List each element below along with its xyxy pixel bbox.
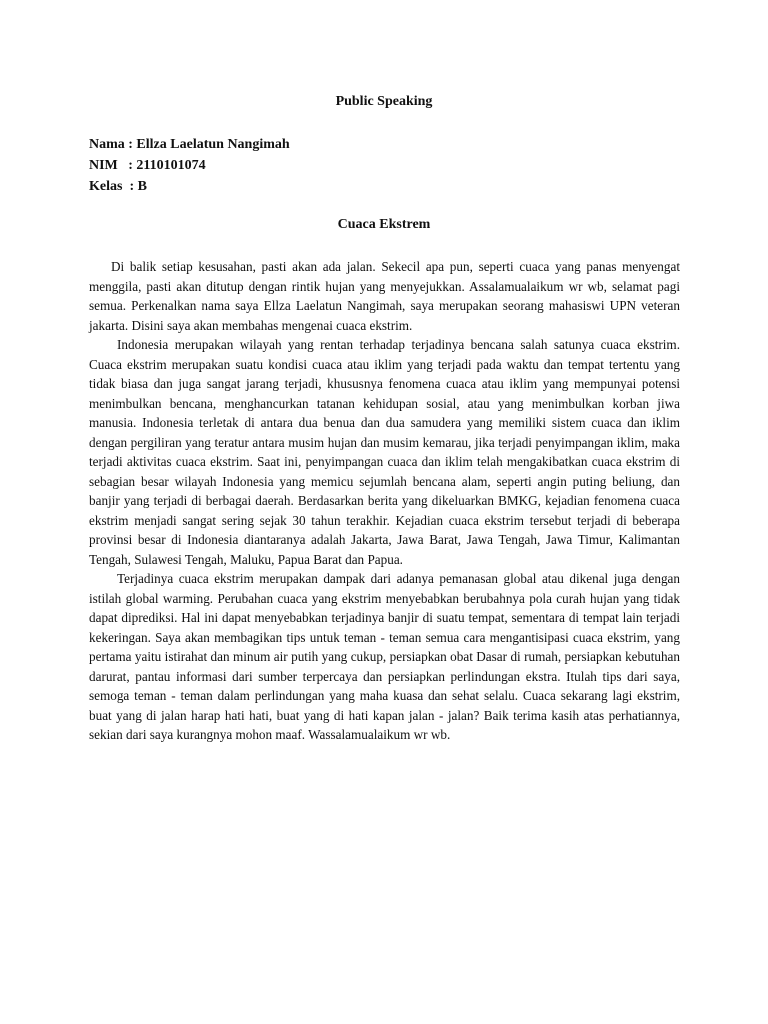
section-title: Cuaca Ekstrem: [337, 217, 431, 232]
paragraph-opening: Di balik setiap kesusahan, pasti akan ada jalan. Sekecil apa pun, seperti cuaca yang panas menyengat menggila, pasti akan ditutup dengan rintik hujan yang menyejukkan. Assalamualaikum wr wb, selamat pagi semua. Perkenalkan nama saya Ellza Laelatun Nangimah, saya merupakan seorang mahasiswi UPN veteran jakarta. Disini saya akan membahas mengenai cuaca ekstrim.: [89, 259, 680, 333]
identity-block: [89, 134, 290, 197]
document-title: Public Speaking: [335, 94, 433, 109]
class-line: Kelas : B: [89, 179, 147, 194]
document-body: [89, 257, 680, 745]
paragraph-indonesia: Indonesia merupakan wilayah yang rentan terhadap terjadinya bencana salah satunya cuaca ekstrim. Cuaca ekstrim merupakan suatu kondisi cuaca atau iklim yang terjadi pada waktu dan tempat tertentu yang tidak biasa dan juga sangat jarang terjadi, khususnya fenomena cuaca atau iklim yang mempunyai potensi menimbulkan bencana, menghancurkan tatanan kehidupan sosial, atau yang menimbulkan korban jiwa manusia. Indonesia terletak di antara dua benua dan dua samudera yang memiliki sistem cuaca dan iklim dengan pergiliran yang teratur antara musim hujan dan musim kemarau, jika terjadi penyimpangan iklim, maka terjadi aktivitas cuaca ekstrim. Saat ini, penyimpangan cuaca dan iklim telah mengakibatkan cuaca ekstrim di sebagian besar wilayah Indonesia yang memicu sejumlah bencana alam, seperti angin puting beliung, dan banjir yang terjadi di berbagai daerah. Berdasarkan berita yang dikeluarkan BMKG, kejadian fenomena cuaca ekstrim menjadi sangat sering sejak 30 tahun terakhir. Kejadian cuaca ekstrim tersebut terjadi di beberapa provinsi besar di Indonesia diantaranya adalah Jakarta, Jawa Barat, Jawa Tengah, Jawa Timur, Kalimantan Tengah, Sulawesi Tengah, Maluku, Papua Barat dan Papua.: [89, 337, 680, 567]
nim-line: NIM : 2110101074: [89, 158, 206, 173]
paragraph-closing: Terjadinya cuaca ekstrim merupakan dampak dari adanya pemanasan global atau dikenal juga dengan istilah global warming. Perubahan cuaca yang ekstrim menyebabkan berubahnya pola curah hujan yang tidak dapat diprediksi. Hal ini dapat menyebabkan terjadinya banjir di suatu tempat, sementara di tempat lain terjadi kekeringan. Saya akan membagikan tips untuk teman - teman semua cara mengantisipasi cuaca ekstrim, yang pertama yaitu istirahat dan minum air putih yang cukup, persiapkan obat Dasar di rumah, persiapkan kebutuhan darurat, pantau informasi dari sumber terpercaya dan persiapkan perlindungan ekstra. Itulah tips dari saya, semoga teman - teman dalam perlindungan yang maha kuasa dan sehat selalu. Cuaca sekarang lagi ekstrim, buat yang di jalan harap hati hati, buat yang di hati kapan jalan - jalan? Baik terima kasih atas perhatiannya, sekian dari saya kurangnya mohon maaf. Wassalamualaikum wr wb.: [89, 571, 680, 742]
name-line: Nama : Ellza Laelatun Nangimah: [89, 137, 290, 152]
